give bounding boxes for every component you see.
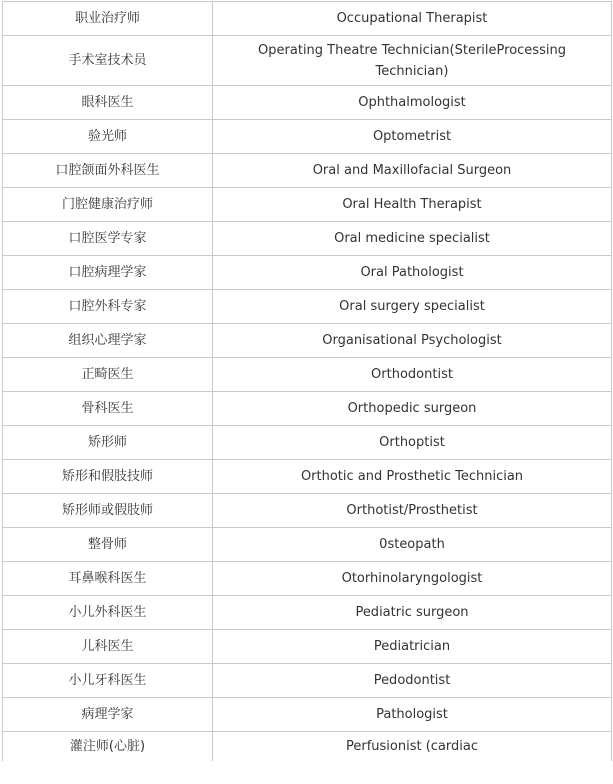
english-cell: Pedodontist [213,664,612,698]
english-cell: Orthoptist [213,426,612,460]
chinese-cell: 组织心理学家 [3,324,213,358]
chinese-cell: 病理学家 [3,698,213,732]
table-row [3,120,612,154]
chinese-cell: 矫形师或假肢师 [3,494,213,528]
chinese-cell: 矫形和假肢技师 [3,460,213,494]
english-cell: Otorhinolaryngologist [213,562,612,596]
chinese-cell: 正畸医生 [3,358,213,392]
chinese-cell: 整骨师 [3,528,213,562]
table-row [3,460,612,494]
english-cell: Orthotic and Prosthetic Technician [213,460,612,494]
english-cell: Pediatrician [213,630,612,664]
english-cell: Occupational Therapist [213,2,612,36]
profession-translation-table [2,1,612,761]
english-cell: Oral Pathologist [213,256,612,290]
english-cell: Orthodontist [213,358,612,392]
table-row [3,698,612,732]
table-row [3,426,612,460]
table-row [3,36,612,86]
english-cell: Organisational Psychologist [213,324,612,358]
chinese-cell: 门腔健康治疗师 [3,188,213,222]
table-row [3,528,612,562]
english-cell: Oral and Maxillofacial Surgeon [213,154,612,188]
chinese-cell: 口腔外科专家 [3,290,213,324]
table-row [3,256,612,290]
table-body [3,2,612,761]
chinese-cell: 矫形师 [3,426,213,460]
english-cell: Pediatric surgeon [213,596,612,630]
chinese-cell: 职业治疗师 [3,2,213,36]
chinese-cell: 口腔医学专家 [3,222,213,256]
english-cell: Operating Theatre Technician(SterileProcessing Technician) [213,36,612,86]
chinese-cell: 小儿牙科医生 [3,664,213,698]
english-cell: Orthotist/Prosthetist [213,494,612,528]
chinese-cell: 眼科医生 [3,86,213,120]
table-row [3,324,612,358]
english-cell: Oral medicine specialist [213,222,612,256]
table-row [3,596,612,630]
chinese-cell: 儿科医生 [3,630,213,664]
chinese-cell: 口腔颌面外科医生 [3,154,213,188]
table-row [3,392,612,426]
table-row [3,494,612,528]
english-cell: Oral Health Therapist [213,188,612,222]
chinese-cell: 口腔病理学家 [3,256,213,290]
table-row [3,664,612,698]
table-row [3,630,612,664]
table-row [3,2,612,36]
table-row [3,154,612,188]
table-row [3,732,612,761]
table-row [3,290,612,324]
table-row [3,86,612,120]
english-cell: 0steopath [213,528,612,562]
table-row [3,358,612,392]
english-cell: Oral surgery specialist [213,290,612,324]
chinese-cell: 骨科医生 [3,392,213,426]
chinese-cell: 灌注师(心脏) [3,732,213,761]
chinese-cell: 耳鼻喉科医生 [3,562,213,596]
table-row [3,562,612,596]
chinese-cell: 小儿外科医生 [3,596,213,630]
english-cell: Perfusionist (cardiac [213,732,612,761]
chinese-cell: 手术室技术员 [3,36,213,86]
english-cell: Orthopedic surgeon [213,392,612,426]
table-row [3,188,612,222]
table-row [3,222,612,256]
english-cell: Ophthalmologist [213,86,612,120]
chinese-cell: 验光师 [3,120,213,154]
english-cell: Optometrist [213,120,612,154]
english-cell: Pathologist [213,698,612,732]
